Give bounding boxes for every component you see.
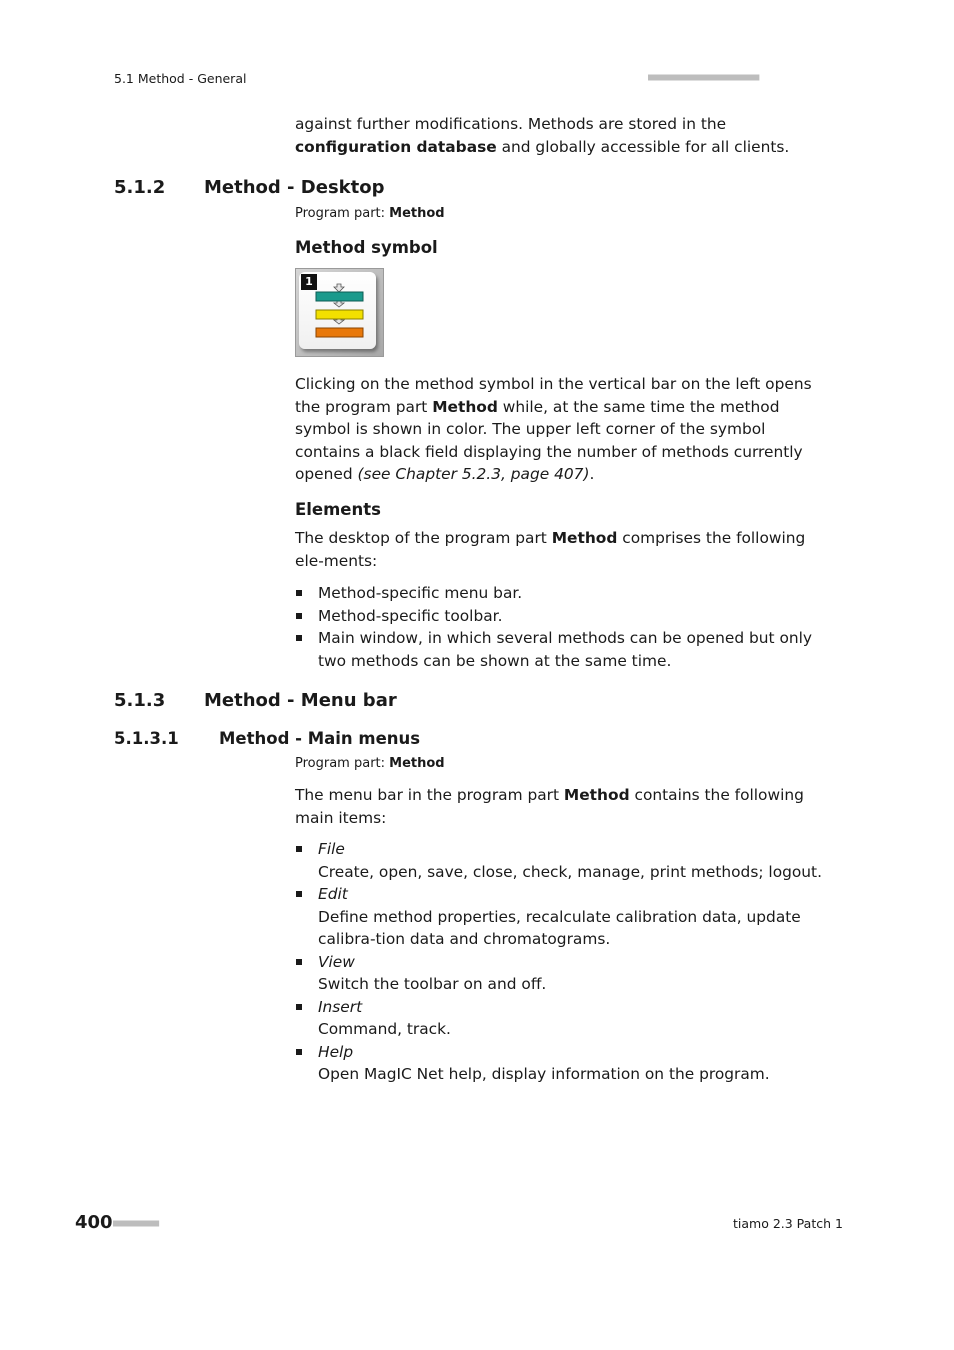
section-title: Method - Main menus	[219, 729, 421, 748]
elements-heading: Elements	[295, 500, 381, 519]
method-symbol-icon	[295, 268, 384, 357]
menu-entry-view: View Switch the toolbar on and off.	[295, 951, 830, 996]
main-menus-list	[295, 838, 830, 1086]
list-item: Main window, in which several methods can be opened but only two methods can be shown at the same time.	[295, 627, 830, 672]
section-title: Method - Desktop	[204, 177, 385, 198]
method-symbol-description: Clicking on the method symbol in the vertical bar on the left opens the program part Method while, at the same time the method symbol is shown in color. The upper left corner of the symbol contains a black field displaying the number of methods currently opened (see Chapter 5.2.3, page 407).	[295, 375, 812, 483]
method-stack-icon	[299, 272, 376, 349]
intro-paragraph: against further modifications. Methods are stored in the configuration database and globally accessible for all clients.	[295, 115, 790, 156]
menu-entry-insert: Insert Command, track.	[295, 996, 830, 1041]
menu-entry-help: Help Open MagIC Net help, display information on the program.	[295, 1041, 830, 1086]
elements-paragraph: The desktop of the program part Method comprises the following ele-ments:	[295, 529, 806, 570]
intro-bold-term: configuration database	[295, 137, 497, 156]
section-number: 5.1.3	[114, 690, 166, 711]
page-number: 400	[75, 1212, 113, 1233]
footer-decoration: ■■■■■■■■■	[113, 1218, 159, 1229]
chapter-reference: (see Chapter 5.2.3, page 407)	[357, 465, 590, 483]
section-title: Method - Menu bar	[204, 690, 397, 711]
menu-entry-file: File Create, open, save, close, check, manage, print methods; logout.	[295, 838, 830, 883]
method-count-badge: 1	[301, 274, 317, 290]
section-number: 5.1.3.1	[114, 729, 179, 748]
list-item: Method-specific toolbar.	[295, 605, 830, 628]
section-number: 5.1.2	[114, 177, 166, 198]
running-header: 5.1 Method - General	[114, 71, 247, 86]
menu-entry-edit: Edit Define method properties, recalculate calibration data, update calibra-tion data and chromatograms.	[295, 883, 830, 951]
header-decoration: ■■■■■■■■■■■■■■■■■■■■■■	[648, 72, 759, 83]
method-symbol-heading: Method symbol	[295, 238, 438, 257]
menu-bar-paragraph: The menu bar in the program part Method contains the following main items:	[295, 786, 804, 827]
program-part-line: Program part: Method	[295, 206, 445, 221]
program-part-line: Program part: Method	[295, 756, 445, 771]
product-name: tiamo 2.3 Patch 1	[733, 1216, 843, 1231]
list-item: Method-specific menu bar.	[295, 582, 830, 605]
elements-list	[295, 582, 830, 672]
